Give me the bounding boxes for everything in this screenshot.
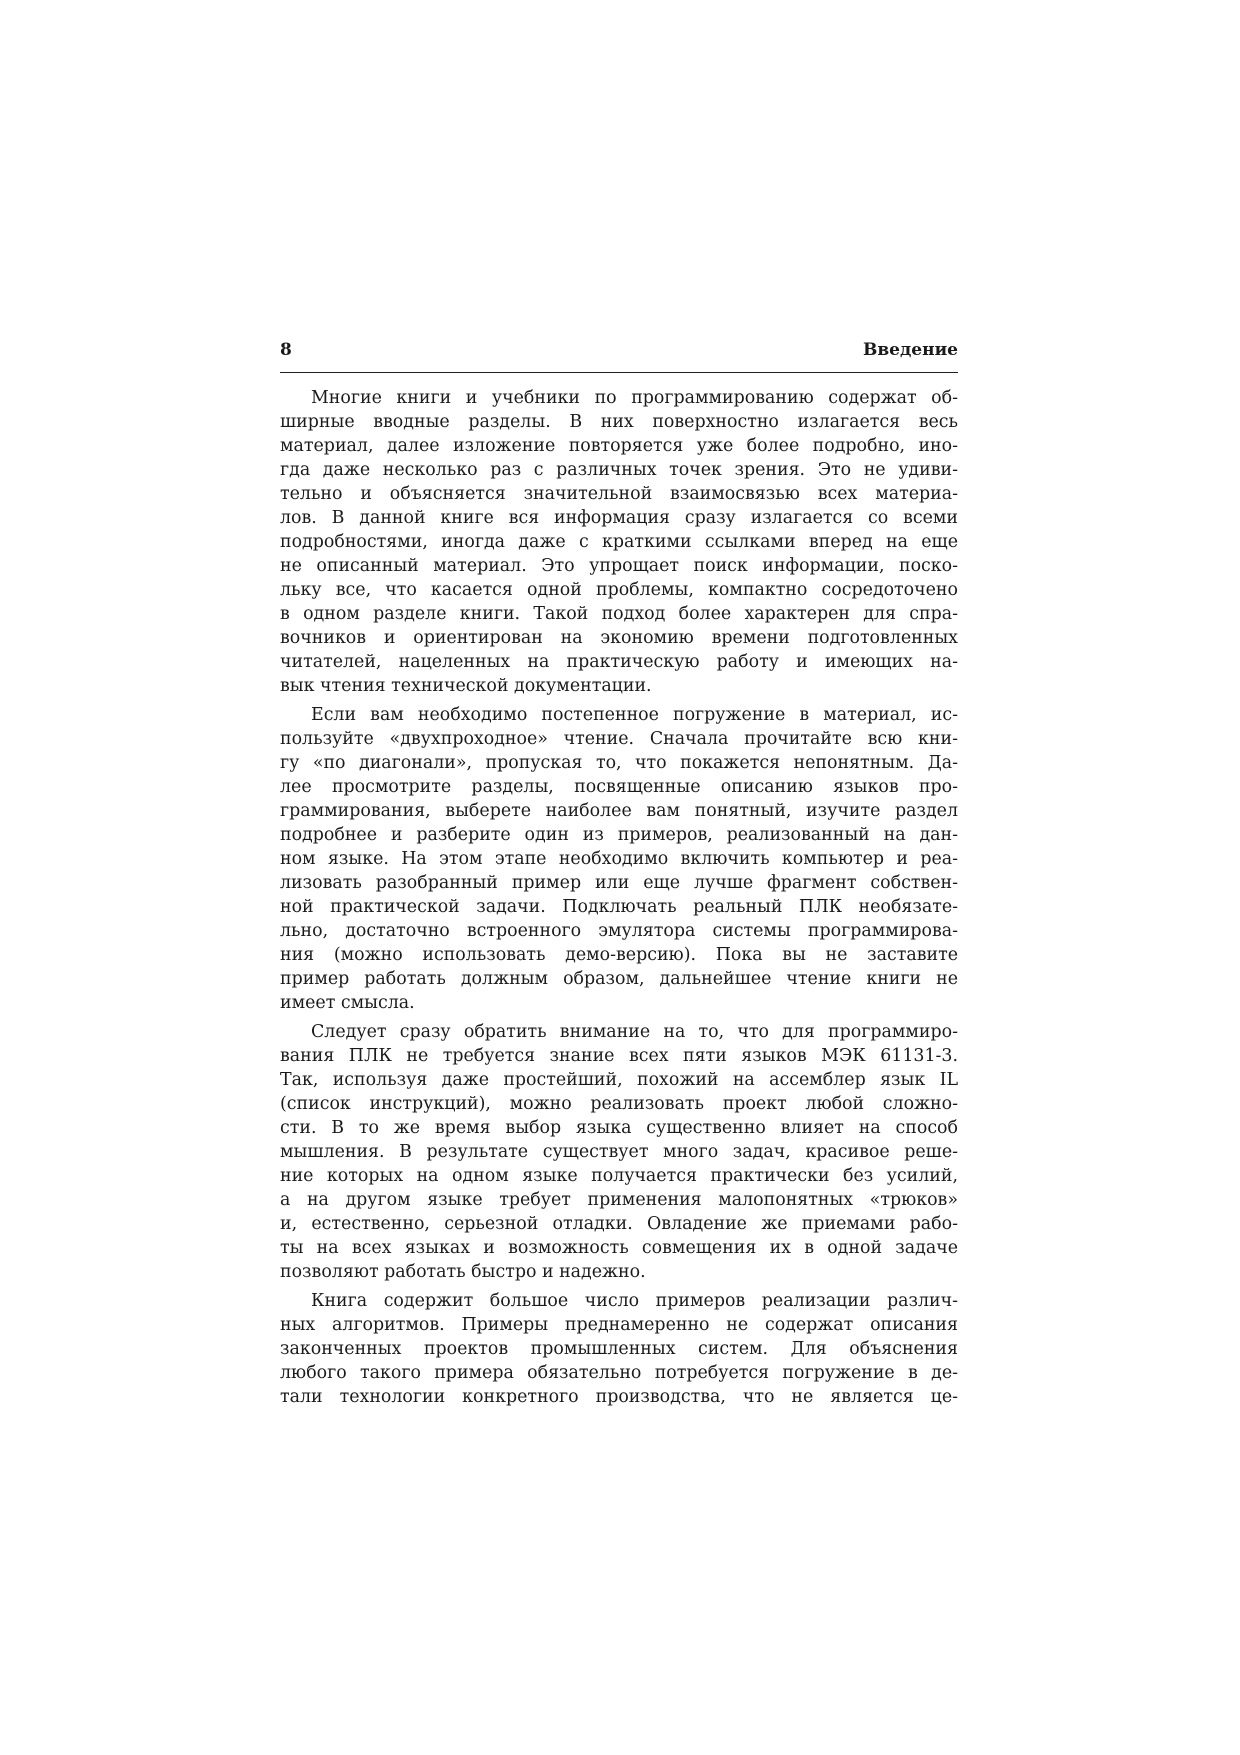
page-number: 8 [280,340,292,360]
text-line: гда даже несколько раз с различных точек зрения. Это не удиви- [280,460,958,480]
text-line: вочников и ориентирован на экономию времени подготовленных [280,628,958,648]
text-line: тельно и объясняется значительной взаимосвязью всех материа- [280,484,958,504]
text-line: вания ПЛК не требуется знание всех пяти языков МЭК 61131-3. [280,1046,958,1066]
text-line: пользуйте «двухпроходное» чтение. Сначала прочитайте всю кни- [280,729,958,749]
paragraph [280,703,958,1015]
text-line: и, естественно, серьезной отладки. Овладение же приемами рабо- [280,1214,958,1234]
paragraph [280,1020,958,1284]
text-line: ном языке. На этом этапе необходимо включить компьютер и реа- [280,849,958,869]
text-line: законченных проектов промышленных систем. Для объяснения [280,1339,958,1359]
text-line: Если вам необходимо постепенное погружение в материал, ис- [311,705,958,725]
text-line: Книга содержит большое число примеров реализации различ- [311,1291,958,1311]
text-line: в одном разделе книги. Такой подход более характерен для спра- [280,604,958,624]
text-line: лизовать разобранный пример или еще лучше фрагмент собствен- [280,873,958,893]
text-line: Многие книги и учебники по программированию содержат об- [311,388,958,408]
text-line: ных алгоритмов. Примеры преднамеренно не содержат описания [280,1315,958,1335]
text-line: льку все, что касается одной проблемы, компактно сосредоточено [280,580,958,600]
text-line: льно, достаточно встроенного эмулятора системы программирова- [280,921,958,941]
text-line: Так, используя даже простейший, похожий на ассемблер язык IL [280,1070,958,1090]
text-line: ной практической задачи. Подключать реальный ПЛК необязате- [280,897,958,917]
text-line: а на другом языке требует применения малопонятных «трюков» [280,1190,958,1210]
text-line: ширные вводные разделы. В них поверхностно излагается весь [280,412,958,432]
text-line: подробнее и разберите один из примеров, реализованный на дан- [280,825,958,845]
text-line: вык чтения технической документации. [280,676,652,696]
paragraph [280,1289,958,1409]
paragraph [280,386,958,698]
text-line: лее просмотрите разделы, посвященные описанию языков про- [280,777,958,797]
text-line: ния (можно использовать демо-версию). Пока вы не заставите [280,945,958,965]
running-header [280,340,958,373]
text-line: тали технологии конкретного производства, что не является це- [280,1387,958,1407]
text-line: ты на всех языках и возможность совмещения их в одной задаче [280,1238,958,1258]
body-text [280,386,958,1414]
text-line: лов. В данной книге вся информация сразу излагается со всеми [280,508,958,528]
text-line: имеет смысла. [280,993,415,1013]
text-line: (список инструкций), можно реализовать проект любой сложно- [280,1094,958,1114]
text-line: не описанный материал. Это упрощает поиск информации, поско- [280,556,958,576]
text-line: читателей, нацеленных на практическую работу и имеющих на- [280,652,958,672]
text-line: любого такого примера обязательно потребуется погружение в де- [280,1363,958,1383]
text-line: пример работать должным образом, дальнейшее чтение книги не [280,969,958,989]
text-line: позволяют работать быстро и надежно. [280,1262,646,1282]
text-line: материал, далее изложение повторяется уже более подробно, ино- [280,436,958,456]
text-line: Следует сразу обратить внимание на то, что для программиро- [311,1022,958,1042]
running-title: Введение [862,340,958,360]
text-line: мышления. В результате существует много задач, красивое реше- [280,1142,958,1162]
text-line: сти. В то же время выбор языка существенно влияет на способ [280,1118,958,1138]
text-line: гу «по диагонали», пропуская то, что покажется непонятным. Да- [280,753,958,773]
text-line: подробностями, иногда даже с краткими ссылками вперед на еще [280,532,958,552]
text-line: граммирования, выберете наиболее вам понятный, изучите раздел [280,801,958,821]
text-line: ние которых на одном языке получается практически без усилий, [280,1166,958,1186]
